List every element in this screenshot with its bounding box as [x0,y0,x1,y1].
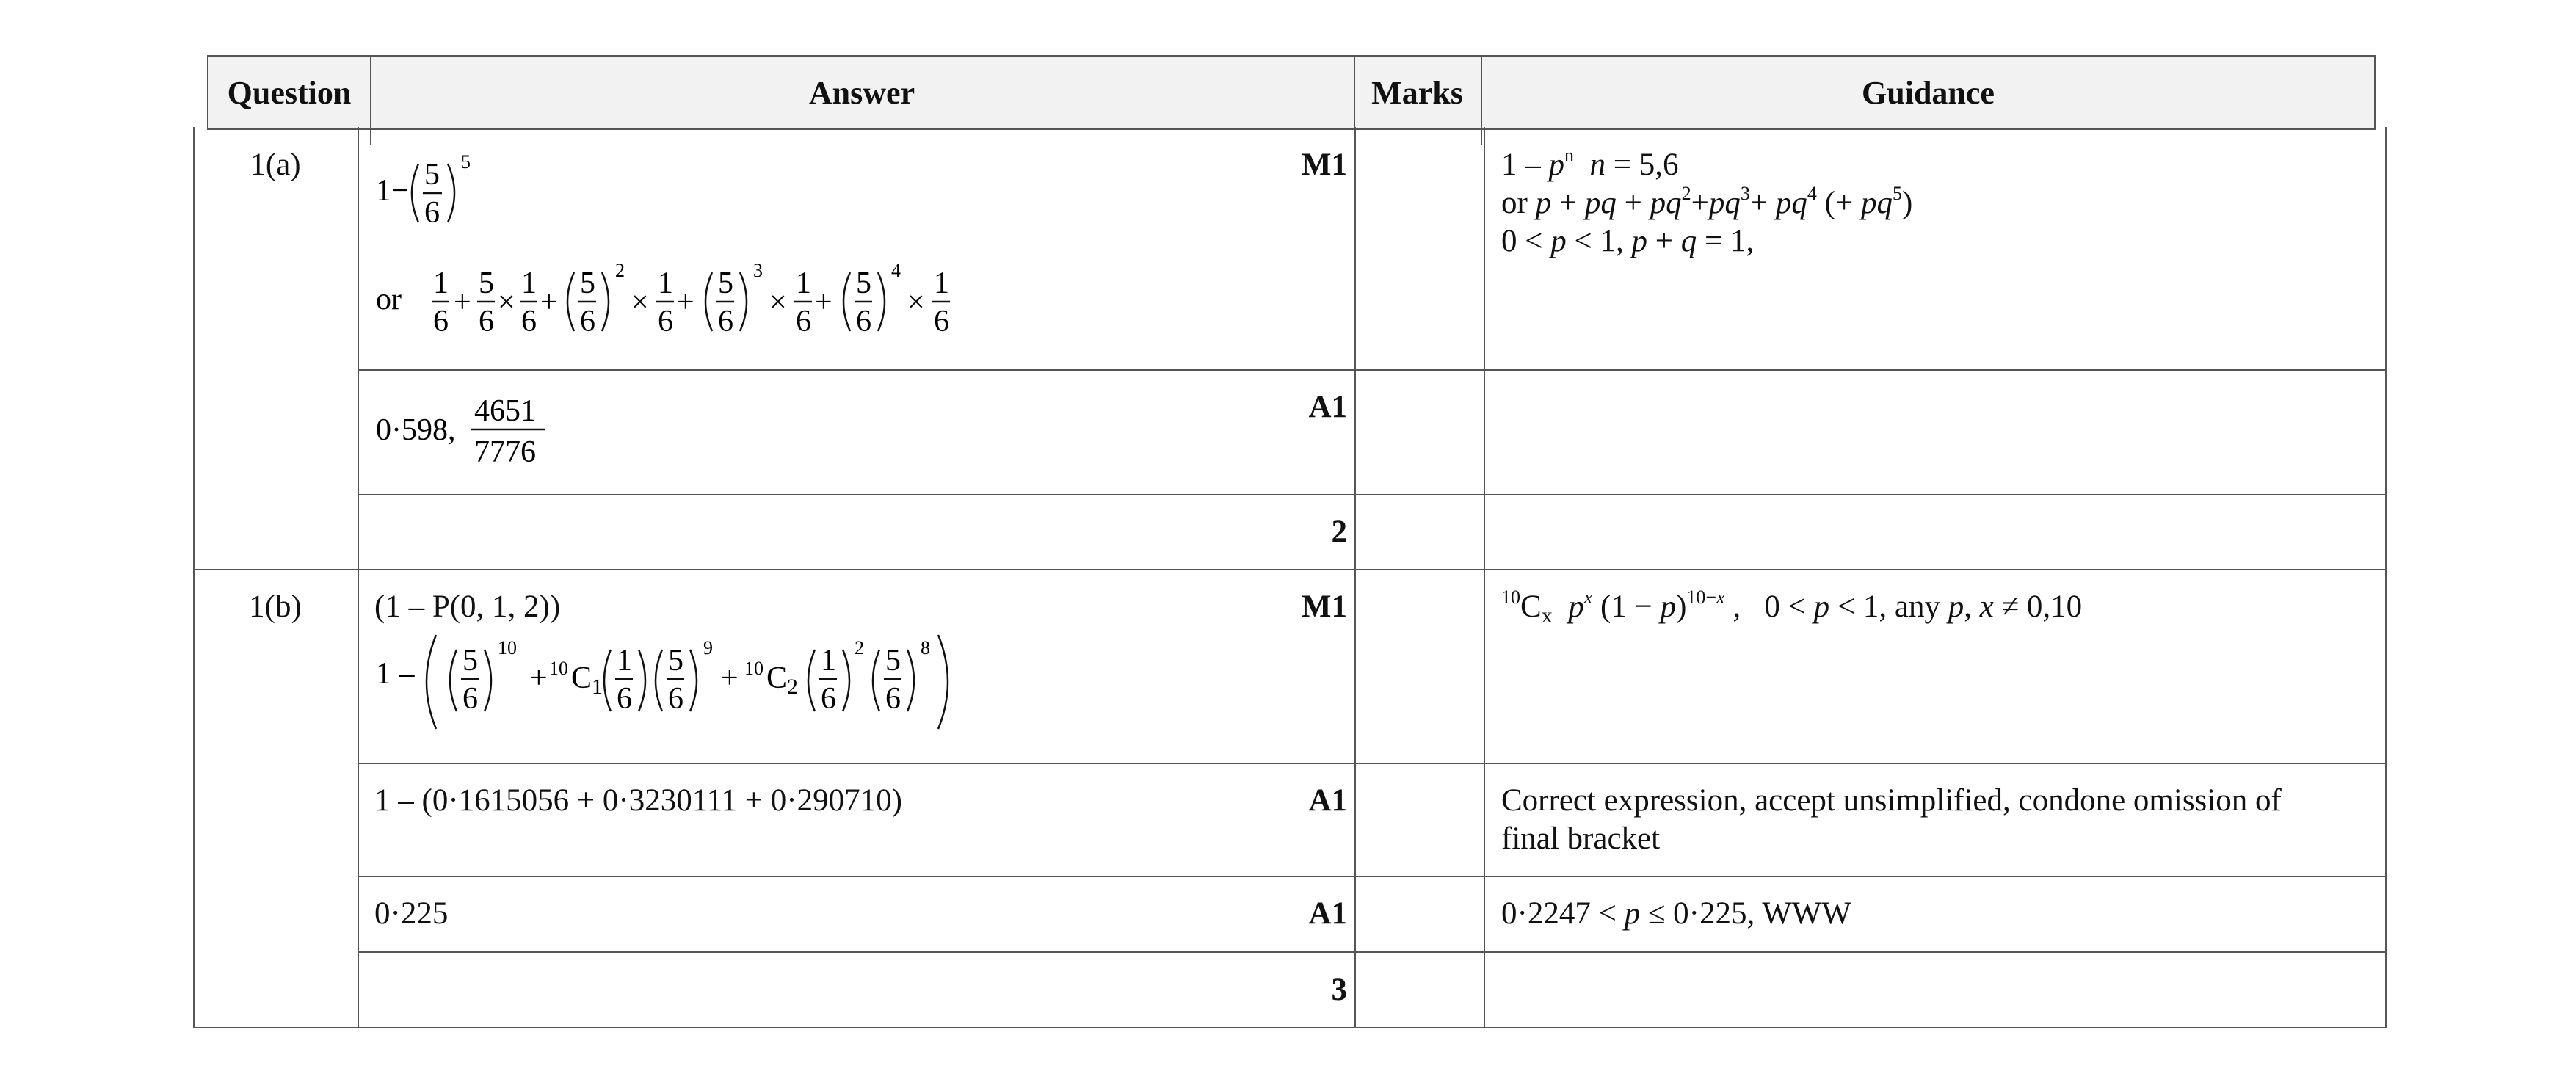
svg-text:3: 3 [753,260,763,281]
svg-text:C: C [766,661,788,695]
guidance-line: $1 - p^n$ n = 5,6 [1501,145,1679,182]
svg-text:5: 5 [479,266,494,300]
svg-text:+: + [454,286,471,319]
svg-text:6: 6 [718,305,733,338]
col-divider [1354,127,1356,1027]
answer-1a-value [374,388,609,476]
svg-text:×: × [498,286,515,319]
svg-text:8: 8 [921,637,930,658]
svg-text:1: 1 [592,675,603,699]
svg-text:6: 6 [462,682,478,716]
answer-1b-a1-expr: 1 – (0·1615056 + 0·3230111 + 0·290710) [374,783,902,818]
guidance-1b-a1-expr [1501,782,2375,858]
svg-text:10: 10 [549,658,568,679]
question-label-1a: 1(a) [250,148,301,182]
answer-1a-m1 [374,142,1145,364]
svg-text:6: 6 [796,305,811,338]
svg-text:6: 6 [934,305,949,338]
part-divider [195,569,2385,570]
row-divider [358,763,2385,764]
svg-text:1−: 1− [376,174,409,208]
svg-text:5: 5 [424,158,440,192]
svg-text:5: 5 [718,266,733,300]
row-divider [358,951,2385,953]
svg-text:1: 1 [934,266,949,300]
or-word: or [376,283,402,316]
svg-text:6: 6 [580,305,595,338]
svg-text:2: 2 [855,637,864,658]
answer-1a-formula [374,142,1145,355]
question-label-1b: 1(b) [249,589,302,624]
svg-text:9: 9 [703,637,713,658]
header-answer: Answer [808,74,915,111]
header-guidance: Guidance [1862,74,1995,111]
row-divider [358,369,2385,371]
mark-1b-m1: M1 [1301,589,1347,624]
answer-1b-a1-final: 0·225 [374,896,449,931]
svg-text:1 –: 1 – [376,657,415,691]
svg-text:0·598,: 0·598, [376,413,456,447]
header-question: Question [227,74,352,111]
svg-text:6: 6 [479,305,494,338]
svg-text:5: 5 [580,266,595,300]
svg-text:6: 6 [885,682,901,716]
svg-text:6: 6 [424,196,440,230]
row-divider [358,876,2385,877]
svg-text:10: 10 [498,637,517,658]
svg-text:5: 5 [668,644,683,678]
mark-1a-total: 2 [1331,515,1347,549]
guidance-line: final bracket [1501,821,1661,856]
svg-text:5: 5 [856,266,871,300]
mark-1a-m1: M1 [1301,148,1347,182]
answer-line: (1 – P(0, 1, 2)) [374,589,561,624]
svg-text:6: 6 [617,682,632,716]
mark-1b-total: 3 [1331,973,1347,1007]
answer-1a-a1 [374,388,609,486]
svg-text:+: + [540,286,558,319]
svg-text:+: + [677,286,694,319]
svg-text:1: 1 [821,644,836,678]
guidance-line: or p + pq + $pq^2+pq^3+ pq^4$ (+ $pq^5$) [1501,183,1913,220]
svg-text:×: × [769,286,787,319]
svg-text:2: 2 [787,675,798,699]
mark-1b-a1-final: A1 [1308,896,1347,931]
guidance-1a-m1 [1501,146,2375,261]
header-marks: Marks [1371,74,1463,111]
svg-text:4: 4 [891,260,901,281]
svg-text:7776: 7776 [474,435,536,469]
table-header [207,55,2376,130]
svg-text:2: 2 [615,260,625,281]
answer-1b-m1 [374,588,1035,732]
guidance-line: $^{10}C_x$ $p^x$ $(1 - p)^{10-x}$ , 0 < p < 1, any p, x ≠ 0,10 [1501,587,2083,628]
guidance-line: 0 < p < 1, p + q = 1, [1501,224,1755,258]
svg-text:5: 5 [462,644,478,678]
svg-text:+: + [815,286,832,319]
mark-1a-a1: A1 [1308,390,1347,424]
svg-text:6: 6 [668,682,683,716]
svg-text:10: 10 [744,658,763,679]
svg-text:6: 6 [821,682,836,716]
guidance-1b-m1 [1501,588,2375,626]
svg-text:1: 1 [796,266,811,300]
answer-1b-formula [374,622,1035,732]
svg-text:+: + [721,661,739,695]
guidance-line: Correct expression, accept unsimplified, condone omission of [1501,783,2282,818]
mark-1b-a1-expr: A1 [1308,783,1347,818]
row-divider [358,494,2385,495]
svg-text:C: C [571,661,592,695]
svg-text:5: 5 [461,151,471,173]
svg-text:1: 1 [658,266,673,300]
svg-text:1: 1 [433,266,449,300]
svg-text:6: 6 [658,305,673,338]
svg-text:×: × [907,286,925,319]
col-divider [358,127,359,1027]
table-body [193,127,2387,1028]
svg-text:6: 6 [521,305,537,338]
svg-text:×: × [631,286,649,319]
guidance-1b-a1-final: 0·2247 < p ≤ 0·225, WWW [1501,896,1851,931]
svg-text:1: 1 [521,266,537,300]
col-divider [1484,127,1485,1027]
svg-text:4651: 4651 [474,394,536,428]
svg-text:5: 5 [885,644,901,678]
svg-text:6: 6 [856,305,871,338]
svg-text:+: + [530,661,548,695]
svg-text:6: 6 [433,305,449,338]
svg-text:1: 1 [617,644,632,678]
